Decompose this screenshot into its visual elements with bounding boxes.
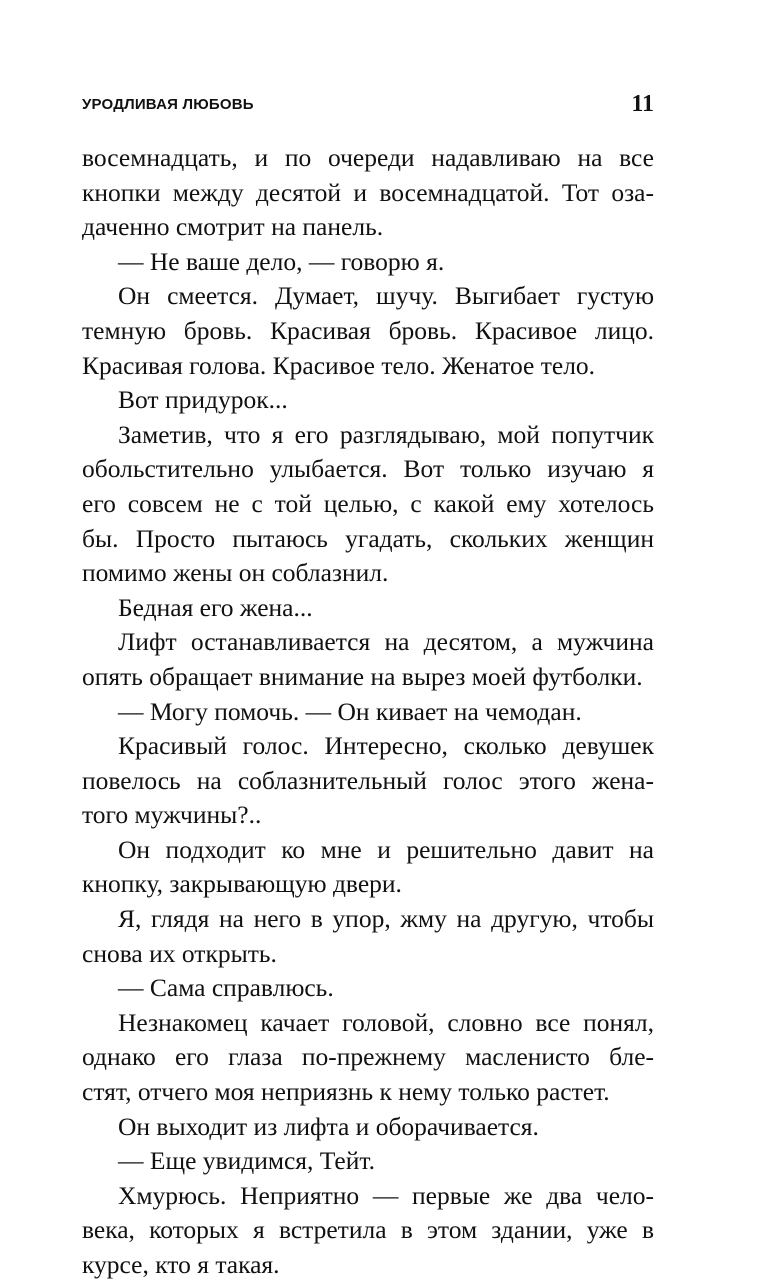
text-line: снова их открыть. <box>82 938 277 968</box>
text-line: его совсем не с той целью, с какой ему хотелось <box>82 488 654 518</box>
text-line: — Сама справлюсь. <box>118 973 334 1003</box>
text-line: Он выходит из лифта и оборачивается. <box>118 1111 539 1141</box>
text-line: — Могу помочь. — Он кивает на чемодан. <box>118 696 582 726</box>
text-line: Красивый голос. Интересно, сколько девушек <box>118 731 654 761</box>
text-line: курсе, кто я такая. <box>82 1250 280 1279</box>
page-number: 11 <box>631 91 654 117</box>
text-line: темную бровь. Красивая бровь. Красивое лицо. <box>82 315 654 345</box>
text-line: однако его глаза по-прежнему масленисто бле- <box>82 1042 654 1072</box>
text-line: кнопку, закрывающую двери. <box>82 869 402 899</box>
text-line: Он подходит ко мне и решительно давит на <box>118 834 654 864</box>
text-line: стят, отчего моя неприязнь к нему только растет. <box>82 1077 610 1107</box>
text-line: Незнакомец качает головой, словно все понял, <box>118 1007 654 1037</box>
text-line: кнопки между десятой и восемнадцатой. Тот оза- <box>82 177 654 207</box>
text-line: даченно смотрит на панель. <box>82 212 384 242</box>
text-line: Заметив, что я его разглядываю, мой попутчик <box>118 419 654 449</box>
text-line: Хмурюсь. Неприятно — первые же два чело- <box>118 1180 654 1210</box>
text-line: Лифт останавливается на десятом, а мужчина <box>118 627 654 657</box>
text-line: обольстительно улыбается. Вот только изучаю я <box>82 454 654 484</box>
text-line: помимо жены он соблазнил. <box>82 558 389 588</box>
text-line: опять обращает внимание на вырез моей футболки. <box>82 661 643 691</box>
text-line: восемнадцать, и по очереди надавливаю на все <box>82 143 654 172</box>
text-line: того мужчины?.. <box>82 800 262 830</box>
body-text <box>82 141 654 1283</box>
text-line: Он смеется. Думает, шучу. Выгибает густую <box>118 281 654 311</box>
text-line: века, которых я встретила в этом здании, уже в <box>82 1215 654 1245</box>
text-line: повелось на соблазнительный голос этого жена- <box>82 765 654 795</box>
running-title: УРОДЛИВАЯ ЛЮБОВЬ <box>82 96 254 113</box>
text-line: — Еще увидимся, Тейт. <box>118 1146 375 1176</box>
text-line: — Не ваше дело, — говорю я. <box>118 246 445 276</box>
text-line: Я, глядя на него в упор, жму на другую, чтобы <box>118 904 654 934</box>
text-line: Бедная его жена... <box>118 592 313 622</box>
text-line: бы. Просто пытаюсь угадать, скольких женщин <box>82 523 654 553</box>
text-line: Красивая голова. Красивое тело. Женатое тело. <box>82 350 596 380</box>
text-line: Вот придурок... <box>118 385 288 415</box>
